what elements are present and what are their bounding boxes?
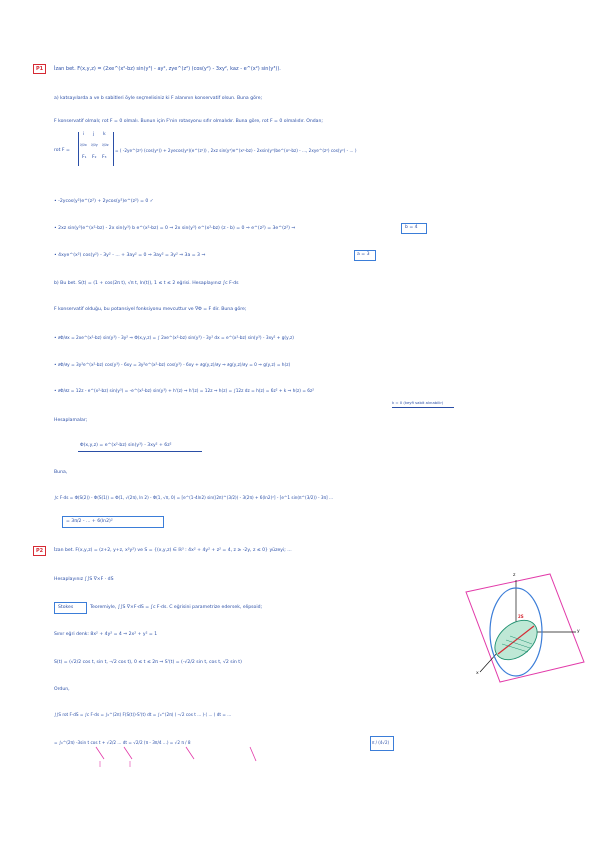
det-dz: ∂/∂z bbox=[102, 143, 109, 147]
problem-2-statement: İzan bet. F(x,y,z) = (z+2, y+z, x²y²) ve S = {(x,y,z) ∈ ℝ³ : 4x² + 4y² + z² = 4, z ≥ -2y, z ≤ 0} yüzeyi; ... bbox=[54, 548, 292, 553]
constant-note: k = 0 (keyfi sabit alınabilir) bbox=[392, 400, 444, 405]
part-a-prompt: a) katsayılarda a ve b sabitleri öyle seçmelisiniz ki F alanının konservatif olsun. Buna göre; bbox=[54, 96, 263, 101]
curl-eq-2: • 2xz sin(y³)e^(x²-bz) - 2x sin(y³) b e^(x²-bz) = 0 ⇒ 2x sin(y³) e^(x²-bz) (z - b) = 0 ⇒ e^(z²) = 3e^(z²) ⇒ bbox=[54, 226, 296, 231]
partial-z-line: • ∂Φ/∂z = 12z - e^(x²-bz) sin(y³) = -e^(x²-bz) sin(y³) + h'(z) ⇒ h'(z) = 12z ⇒ h(z) = ∫12z dz = h(z) = 6z² + k ⇒ h(z) = 6z² bbox=[54, 389, 315, 394]
potential-underline bbox=[78, 451, 202, 452]
det-k: k bbox=[103, 132, 106, 137]
stokes-explanation: Teoremiyle, ∫∫S ∇×F·dS = ∫c F·ds. C eğrisini parametrize edersek, elipsoid; bbox=[90, 605, 263, 610]
problem-1-tag: P1 bbox=[33, 64, 46, 74]
problem-2-tag: P2 bbox=[33, 546, 46, 556]
det-j: j bbox=[93, 132, 95, 137]
answer-b: b = 4 bbox=[405, 225, 418, 230]
note-underline bbox=[392, 407, 454, 408]
partial-x-line: • ∂Φ/∂x = 2xe^(x²-bz) sin(y³) - 3y² ⇒ Φ(x,y,z) = ∫ 2xe^(x²-bz) sin(y³) - 3y² dx = e^(x²-bz) sin(y³) - 3xy² + g(y,z) bbox=[54, 336, 294, 341]
final-integral-line: = ∫₀^(2π) -3sin t cos t + √2/2 ... dt = √2/2 (π - 3π/4 ...) = √2 π / 8 bbox=[54, 740, 191, 745]
det-f2: F₂ bbox=[92, 155, 97, 160]
rot-rhs: = ( -2ye^(z²) (cos(y²)) + 2yecos(y²)(e^(z²)) , 2xz sin(y³)e^(x²-bz) - 2xsin(y³)be^(x²-bz) - ..., 2xye^(z²) cos(y²) - ... ) bbox=[115, 148, 357, 153]
curl-eq-3: • 4xye^(x²) cos(y²) - 3y² - ... + 3ay² = 0 ⇒ 3ay² = 3y² ⇒ 3a = 3 ⇒ bbox=[54, 253, 206, 258]
cancellation-marks bbox=[90, 745, 310, 770]
problem-1-statement: İzan bet. F(x,y,z) = (2xe^(x²-bz) sin(y³) - ay², zye^(z²) (cos(y²) - 3xy², kaz - e^(x²) sin(y³)). bbox=[54, 66, 281, 72]
buna-label: Buna, bbox=[54, 470, 68, 475]
potential-function: Φ(x,y,z) = e^(x²-bz) sin(y³) - 3xy² + 6z² bbox=[80, 443, 172, 448]
part-b-prompt: b) Bu bet. S(t) = (1 + cos(2π t), √π t, ln(t)), 1 ≤ t ≤ 2 eğrisi. Hesaplayınız ∫c F·ds bbox=[54, 281, 239, 286]
summary-label: Hesaplamalar; bbox=[54, 418, 88, 423]
det-f1: F₁ bbox=[82, 155, 87, 160]
curl-eq-1: • -2ycos(y²)e^(z²) + 2ycos(y²)e^(z²) = 0 ✓ bbox=[54, 199, 154, 204]
fig-z-label: z bbox=[513, 573, 516, 578]
rot-lhs: rot F = bbox=[54, 148, 70, 153]
ordun-label: Ordun, bbox=[54, 687, 70, 692]
final-answer: π / (4√2) bbox=[372, 740, 390, 745]
fig-y-label: y bbox=[577, 629, 580, 634]
determinant-matrix bbox=[78, 132, 114, 166]
stokes-label: Stokes bbox=[58, 605, 74, 610]
conservative-explanation: F konservatif olmalı; rot F = 0 olmalı. Bunun için F'nin rotasyonu sıfır olmalıdır. Buna göre, rot F = 0 olmalıdır. Ondan; bbox=[54, 119, 323, 124]
det-dx: ∂/∂x bbox=[80, 143, 87, 147]
surface-integral-prompt: Hesaplayınız ∫∫S ∇×F · dS bbox=[54, 577, 114, 582]
integral-result: = 3π/2 - ... + 6(ln2)² bbox=[66, 519, 113, 524]
det-i: i bbox=[83, 132, 85, 137]
fig-x-label: x bbox=[476, 671, 479, 676]
answer-a: a = 3 bbox=[357, 252, 370, 257]
fig-surface-label: 2S bbox=[518, 614, 524, 619]
boundary-curve-eq: Sınır eğri denk: 8x² + 4y² = 4 ⇒ 2x² + y² = 1 bbox=[54, 632, 158, 637]
parametrization: S(t) = (√2/2 cos t, sin t, -√2 cos t), 0 ≤ t ≤ 2π ⇒ S'(t) = (-√2/2 sin t, cos t, √2 sin t) bbox=[54, 660, 242, 665]
partial-y-line: • ∂Φ/∂y = 3y²e^(x²-bz) cos(y³) - 6xy = 3y²e^(x²-bz) cos(y³) - 6xy + ∂g(y,z)/∂y ⇒ ∂g(y,z)/∂y = 0 ⇒ g(y,z) = h(z) bbox=[54, 363, 291, 368]
stokes-integral-line: ∫∫S rot F·dS = ∫c F·ds = ∫₀^(2π) F(S(t))·S'(t) dt = ∫₀^(2π) ( -√2 cos t ... )·( ... ) dt = ... bbox=[54, 712, 232, 717]
det-dy: ∂/∂y bbox=[91, 143, 98, 147]
line-integral-eval: ∫c F·ds = Φ(S(2)) - Φ(S(1)) = Φ(1, √(2π), ln 2) - Φ(1, √π, 0) = [e^(1-4ln2) sin((2π)^(3/2)) - 3(2π) + 6(ln2)²] - [e^1 sin(π^(3/2)) - 3π] ... bbox=[54, 495, 334, 500]
potential-intro: F konservatif olduğu, bu potansiyel fonksiyonu mevcuttur ve ∇Φ = F dir. Buna göre; bbox=[54, 307, 247, 312]
det-f3: F₃ bbox=[102, 155, 107, 160]
